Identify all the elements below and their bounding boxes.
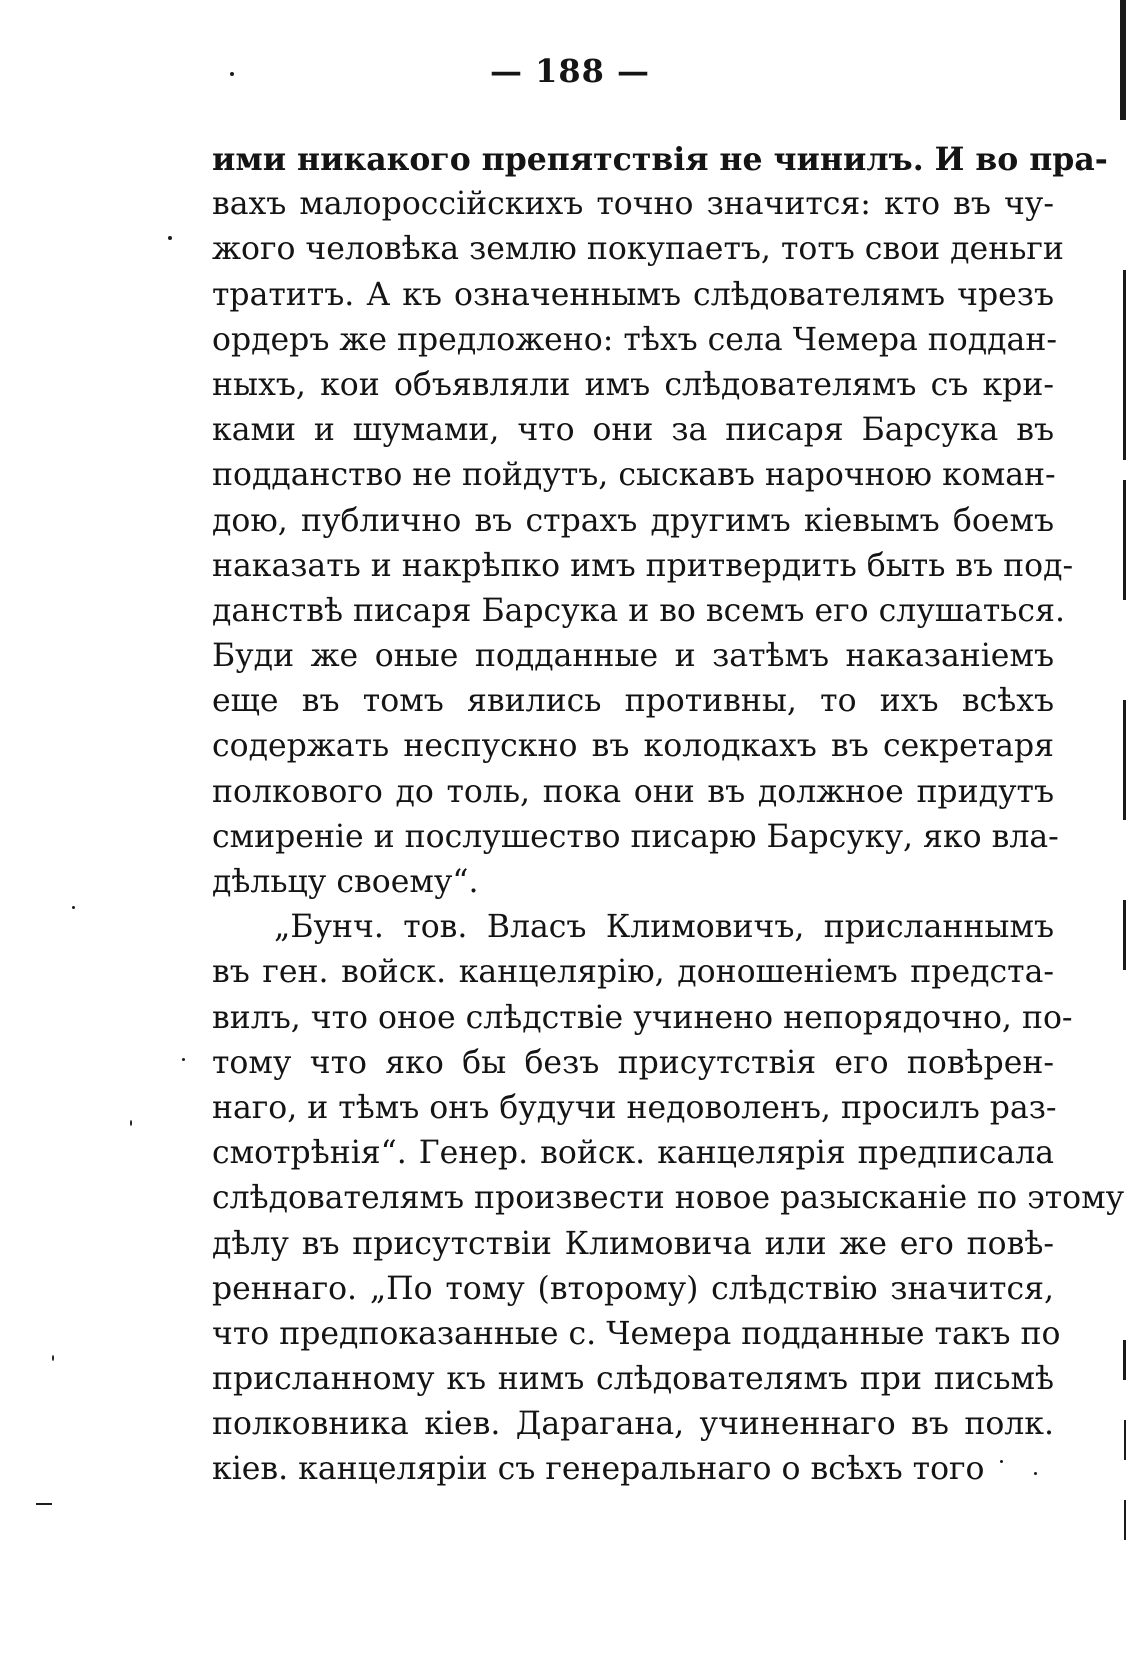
scan-edge-mark [1123,480,1126,600]
text-line: тому что яко бы безъ присутствія его повѣрен- [212,1044,1054,1081]
text-line: вахъ малороссійскихъ точно значится: кто въ чу- [212,186,1054,223]
scan-speck [130,1120,132,1126]
text-line: ныхъ, кои объявляли имъ слѣдователямъ съ кри- [212,366,1054,403]
scan-speck [230,72,234,76]
scan-edge-mark [1123,1340,1126,1380]
text-line: слѣдователямъ произвести новое разысканіе по этому [212,1180,1125,1217]
body-text [212,137,1125,1493]
text-line: реннаго. „По тому (второму) слѣдствію значится, [212,1270,1054,1307]
scan-speck [1034,1472,1037,1475]
scan-speck [1000,1460,1003,1463]
text-line: содержать неспускно въ колодкахъ въ секретаря [212,728,1054,765]
text-line: смиреніе и послушество писарю Барсуку, яко вла- [212,818,1059,855]
scan-dash [36,1503,52,1505]
text-line: наказать и накрѣпко имъ притвердить быть въ под- [212,547,1074,584]
text-line: дѣлу въ присутствіи Климовича или же его повѣ- [212,1225,1054,1262]
scan-speck [52,1355,54,1361]
text-line: вилъ, что оное слѣдствіе учинено непорядочно, по- [212,999,1073,1036]
scan-edge-mark [1124,1500,1126,1540]
text-line: что предпоказанные с. Чемера подданные такъ по [212,1315,1061,1352]
scan-speck [168,236,172,240]
text-line: Буди же оные подданные и затѣмъ наказаніемъ [212,638,1054,675]
text-line: дѣльцу своему“. [212,864,479,900]
scan-speck [72,906,75,909]
text-line: дою, публично въ страхъ другимъ кіевымъ боемъ [212,502,1054,539]
text-line: кіев. канцеляріи съ генеральнаго о всѣхъ того [212,1451,985,1488]
text-line: еще въ томъ явились противны, то ихъ всѣхъ [212,683,1054,720]
text-line: ками и шумами, что они за писаря Барсука въ [212,412,1054,449]
scan-edge-mark [1123,700,1126,820]
text-line: присланному къ нимъ слѣдователямъ при письмѣ [212,1361,1054,1398]
text-line: ордеръ же предложено: тѣхъ села Чемера поддан- [212,321,1057,358]
scan-edge-mark [1120,0,1126,120]
text-line: полковника кіев. Дарагана, учиненнаго въ полк. [212,1406,1054,1443]
text-line: подданство не пойдутъ, сыскавъ нарочною коман- [212,457,1056,494]
text-line: наго, и тѣмъ онъ будучи недоволенъ, просилъ раз- [212,1089,1057,1126]
scan-edge-mark [1124,1420,1126,1460]
text-line: „Бунч. тов. Власъ Климовичъ, присланнымъ [274,909,1054,946]
page-number: — 188 — [489,52,651,90]
text-line: данствѣ писаря Барсука и во всемъ его слушаться. [212,592,1065,629]
text-line: въ ген. войск. канцелярію, доношеніемъ предста- [212,954,1054,991]
text-line: ими никакого препятствія не чинилъ. И во пра- [212,141,1108,178]
text-line: жого человѣка землю покупаетъ, тотъ свои деньги [212,231,1064,268]
text-line: тратитъ. А къ означеннымъ слѣдователямъ чрезъ [212,276,1054,313]
text-line: полкового до толь, пока они въ должное придутъ [212,773,1054,810]
text-line: смотрѣнія“. Генер. войск. канцелярія предписала [212,1135,1054,1172]
scan-edge-mark [1123,900,1126,970]
scan-edge-mark [1123,270,1126,460]
scan-speck [182,1058,185,1061]
